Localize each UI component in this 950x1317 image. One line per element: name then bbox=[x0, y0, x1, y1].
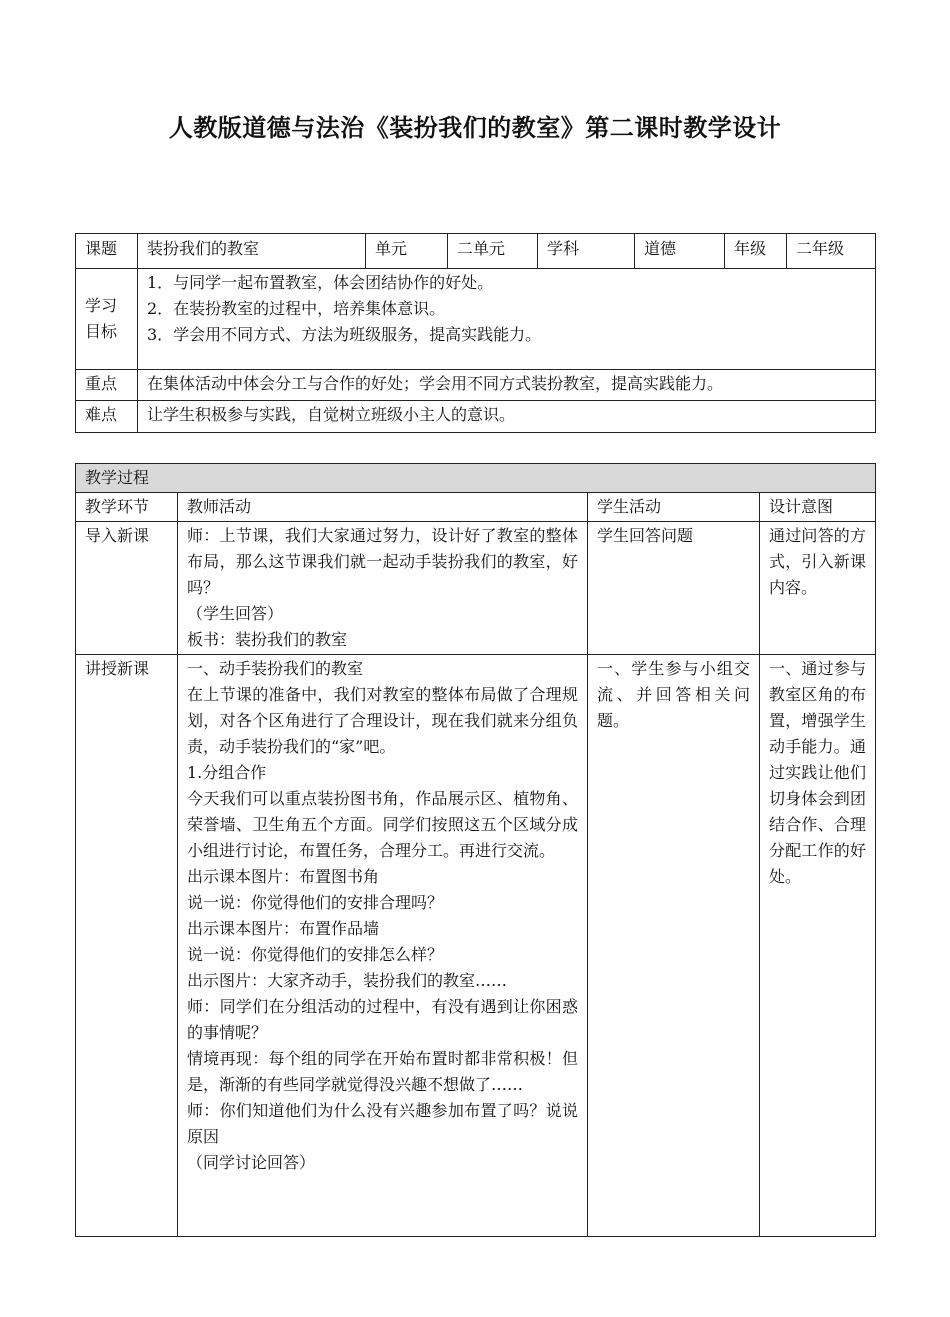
grade-value: 二年级 bbox=[787, 234, 876, 269]
intro-teacher-activity bbox=[178, 522, 588, 655]
intro-stage: 导入新课 bbox=[76, 522, 178, 655]
info-row-key bbox=[76, 370, 876, 401]
subject-value: 道德 bbox=[635, 234, 725, 269]
teacher-paragraph: 说一说：你觉得他们的安排合理吗？ bbox=[187, 893, 444, 912]
subject-label: 学科 bbox=[538, 234, 635, 269]
objectives-label-line: 学习 bbox=[85, 296, 118, 315]
teacher-paragraph: （学生回答） bbox=[187, 604, 284, 623]
topic-value: 装扮我们的教室 bbox=[138, 234, 366, 269]
teacher-paragraph: 出示课本图片：布置作品墙 bbox=[187, 919, 380, 938]
teacher-paragraph: 板书：装扮我们的教室 bbox=[187, 630, 348, 649]
unit-label: 单元 bbox=[366, 234, 448, 269]
teacher-paragraph: （同学讨论回答） bbox=[187, 1153, 316, 1172]
objectives-list bbox=[138, 269, 876, 370]
teacher-paragraph: 一、动手装扮我们的教室 bbox=[187, 659, 364, 678]
teacher-paragraph: 情境再现：每个组的同学在开始布置时都非常积极！但是，渐渐的有些同学就觉得没兴趣不想做了…… bbox=[187, 1049, 578, 1094]
teach-student-activity: 一、学生参与小组交流、并回答相关问题。 bbox=[588, 655, 760, 1237]
teacher-paragraph: 出示课本图片：布置图书角 bbox=[187, 867, 380, 886]
teacher-paragraph: 师：同学们在分组活动的过程中，有没有遇到让你困惑的事情呢？ bbox=[187, 997, 578, 1042]
info-row-basic bbox=[76, 234, 876, 269]
topic-label: 课题 bbox=[76, 234, 138, 269]
objective-item: 2．在装扮教室的过程中，培养集体意识。 bbox=[147, 299, 446, 318]
teach-design-intent: 一、通过参与教室区角的布置，增强学生动手能力。通过实践让他们切身体会到团结合作、合理分配工作的好处。 bbox=[760, 655, 876, 1237]
process-row-intro bbox=[76, 522, 876, 655]
process-header: 教学过程 bbox=[76, 464, 876, 493]
objectives-label-line: 目标 bbox=[85, 322, 118, 341]
lesson-info-table bbox=[75, 233, 876, 433]
process-header-row bbox=[76, 464, 876, 493]
objective-item: 1．与同学一起布置教室，体会团结协作的好处。 bbox=[147, 273, 494, 292]
difficulty-value: 让学生积极参与实践，自觉树立班级小主人的意识。 bbox=[138, 401, 876, 433]
column-header-stage: 教学环节 bbox=[76, 493, 178, 522]
objective-item: 3．学会用不同方式、方法为班级服务，提高实践能力。 bbox=[147, 325, 542, 344]
column-header-teacher: 教师活动 bbox=[178, 493, 588, 522]
unit-value: 二单元 bbox=[448, 234, 538, 269]
teacher-paragraph: 今天我们可以重点装扮图书角，作品展示区、植物角、荣誉墙、卫生角五个方面。同学们按照这五个区域分成小组进行讨论，布置任务，合理分工。再进行交流。 bbox=[187, 789, 578, 860]
teacher-paragraph: 说一说：你觉得他们的安排怎么样？ bbox=[187, 945, 444, 964]
column-header-intent: 设计意图 bbox=[760, 493, 876, 522]
info-row-objectives bbox=[76, 269, 876, 370]
key-label: 重点 bbox=[76, 370, 138, 401]
teach-stage: 讲授新课 bbox=[76, 655, 178, 1237]
teacher-paragraph: 师：上节课，我们大家通过努力，设计好了教室的整体布局，那么这节课我们就一起动手装扮我们的教室，好吗？ bbox=[187, 526, 578, 597]
teacher-paragraph: 出示图片：大家齐动手，装扮我们的教室…… bbox=[187, 971, 508, 990]
intro-student-activity: 学生回答问题 bbox=[588, 522, 760, 655]
key-value: 在集体活动中体会分工与合作的好处；学会用不同方式装扮教室，提高实践能力。 bbox=[138, 370, 876, 401]
teaching-process-table bbox=[75, 463, 876, 1237]
column-header-student: 学生活动 bbox=[588, 493, 760, 522]
intro-design-intent: 通过问答的方式，引入新课内容。 bbox=[760, 522, 876, 655]
teach-teacher-activity bbox=[178, 655, 588, 1237]
info-row-difficulty bbox=[76, 401, 876, 433]
grade-label: 年级 bbox=[725, 234, 787, 269]
difficulty-label: 难点 bbox=[76, 401, 138, 433]
page-title: 人教版道德与法治《装扮我们的教室》第二课时教学设计 bbox=[168, 114, 782, 142]
teacher-paragraph: 1.分组合作 bbox=[187, 763, 267, 782]
objectives-label bbox=[76, 269, 138, 370]
teacher-paragraph: 在上节课的准备中，我们对教室的整体布局做了合理规划，对各个区角进行了合理设计，现在我们就来分组负责，动手装扮我们的“家”吧。 bbox=[187, 685, 578, 756]
process-columns-row bbox=[76, 493, 876, 522]
process-row-teach bbox=[76, 655, 876, 1237]
teacher-paragraph: 师：你们知道他们为什么没有兴趣参加布置了吗？说说原因 bbox=[187, 1101, 578, 1146]
